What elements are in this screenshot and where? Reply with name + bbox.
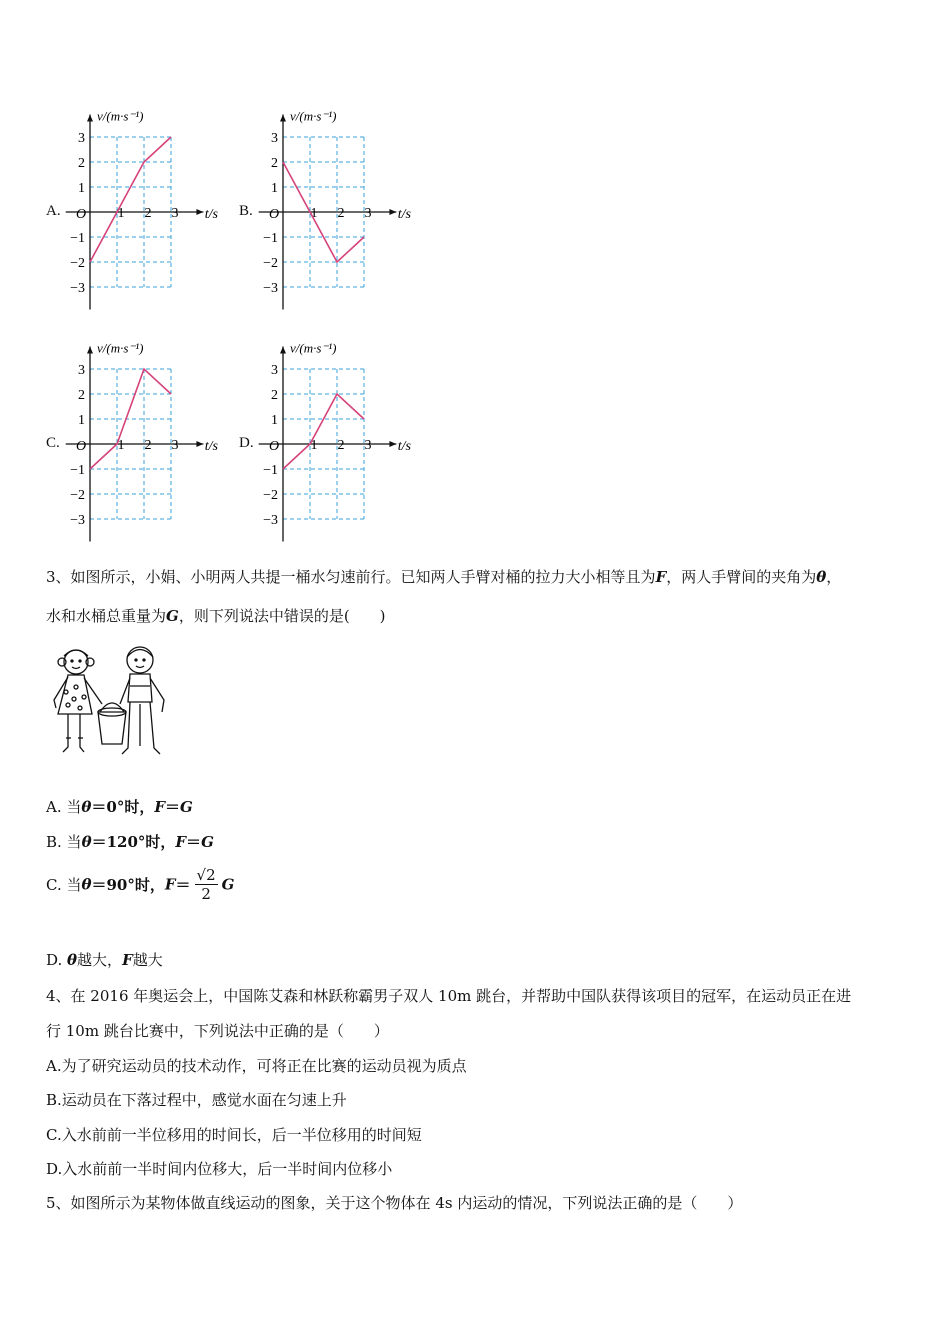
fraction-denominator: 2 <box>201 885 211 903</box>
x-axis-arrow <box>389 441 396 447</box>
y-tick-label: −1 <box>70 463 85 478</box>
option-text: C. 当 <box>46 876 82 894</box>
y-tick-label: −3 <box>70 281 85 296</box>
option-text: ＝ <box>164 798 180 816</box>
graph-option-a <box>62 98 242 318</box>
x-axis-arrow <box>196 441 203 447</box>
y-tick-label: 1 <box>78 181 85 196</box>
x-tick-label: 3 <box>364 438 372 453</box>
vt-graph <box>62 98 242 318</box>
option-text: D. <box>46 951 68 969</box>
graph-option-c <box>62 330 242 550</box>
x-tick-label: 2 <box>144 438 152 453</box>
y-tick-label: 3 <box>78 363 85 378</box>
y-axis-label: v/(m·s⁻¹) <box>97 108 144 124</box>
velocity-curve <box>90 137 171 262</box>
q4-option-d: D.入水前前一半时间内位移大，后一半时间内位移小 <box>46 1160 393 1178</box>
y-tick-label: 3 <box>78 131 85 146</box>
symbol-g: G <box>166 607 179 625</box>
y-tick-label: 2 <box>78 388 85 403</box>
symbol-f: F <box>655 568 667 586</box>
fraction-numerator: √2 <box>196 866 216 884</box>
symbol-theta: θ <box>81 875 92 894</box>
origin-label: O <box>269 207 280 222</box>
x-tick-label: 2 <box>144 206 152 221</box>
y-tick-label: 1 <box>78 413 85 428</box>
y-tick-label: −2 <box>263 488 278 503</box>
x-tick-label: 3 <box>364 206 372 221</box>
y-tick-label: −3 <box>263 281 278 296</box>
x-axis-label: t/s <box>204 439 218 454</box>
origin-label: O <box>76 207 87 222</box>
symbol-f: F <box>154 798 165 816</box>
x-tick-label: 3 <box>171 206 179 221</box>
y-axis-arrow <box>87 115 93 122</box>
y-axis-arrow <box>280 115 286 122</box>
q4-option-a: A.为了研究运动员的技术动作，可将正在比赛的运动员视为质点 <box>46 1057 467 1075</box>
origin-label: O <box>76 439 87 454</box>
q4-option-c: C.入水前前一半位移用的时间长，后一半位移用的时间短 <box>46 1126 422 1144</box>
option-text: ＝90°时， <box>91 876 165 894</box>
y-axis-label: v/(m·s⁻¹) <box>290 340 337 356</box>
y-tick-label: 2 <box>78 156 85 171</box>
vt-graph <box>255 330 435 550</box>
y-tick-label: −3 <box>263 513 278 528</box>
symbol-g: G <box>180 798 193 816</box>
velocity-curve <box>283 394 364 469</box>
option-text: ＝ <box>175 876 191 894</box>
y-tick-label: 2 <box>271 156 278 171</box>
x-tick-label: 3 <box>171 438 179 453</box>
y-axis-label: v/(m·s⁻¹) <box>97 340 144 356</box>
symbol-theta: θ <box>81 833 92 851</box>
x-axis-label: t/s <box>397 439 411 454</box>
x-tick-label: 1 <box>310 206 318 221</box>
q3-stem-line1 <box>46 566 841 587</box>
x-tick-label: 1 <box>310 438 318 453</box>
q5-stem-line1: 5、如图所示为某物体做直线运动的图象，关于这个物体在 4s 内运动的情况，下列说法正确的是（ ） <box>46 1194 743 1212</box>
x-axis-arrow <box>389 209 396 215</box>
origin-label: O <box>269 439 280 454</box>
y-tick-label: −1 <box>263 463 278 478</box>
option-text: 越大， <box>77 951 123 969</box>
option-text: ＝ <box>186 833 202 851</box>
y-axis-label: v/(m·s⁻¹) <box>290 108 337 124</box>
graph-option-b <box>255 98 435 318</box>
y-tick-label: −2 <box>263 256 278 271</box>
symbol-theta: θ <box>816 568 827 586</box>
y-tick-label: 3 <box>271 363 278 378</box>
q3-text: ， <box>826 568 842 586</box>
y-tick-label: −1 <box>263 231 278 246</box>
sqrt2-over-2-fraction <box>195 866 218 903</box>
symbol-g: G <box>221 875 235 894</box>
symbol-f: F <box>164 875 176 894</box>
y-tick-label: 3 <box>271 131 278 146</box>
velocity-curve <box>90 369 171 469</box>
y-tick-label: −3 <box>70 513 85 528</box>
q3-option-a <box>46 796 193 817</box>
x-axis-label: t/s <box>204 207 218 222</box>
q4-stem-line2: 行 10m 跳台比赛中，下列说法中正确的是（ ） <box>46 1022 389 1040</box>
y-tick-label: 2 <box>271 388 278 403</box>
y-tick-label: 1 <box>271 181 278 196</box>
x-axis-arrow <box>196 209 203 215</box>
graph-c-letter: C. <box>46 435 60 451</box>
graph-b-letter: B. <box>239 203 253 219</box>
y-axis-arrow <box>87 347 93 354</box>
vt-graph <box>62 330 242 550</box>
x-tick-label: 1 <box>117 206 125 221</box>
q3-text: ，两人手臂间的夹角为 <box>666 568 817 586</box>
x-axis-label: t/s <box>397 207 411 222</box>
symbol-g: G <box>201 833 214 851</box>
y-axis-arrow <box>280 347 286 354</box>
q3-option-d <box>46 949 163 970</box>
option-text: 越大 <box>132 951 163 969</box>
y-tick-label: −2 <box>70 256 85 271</box>
graph-d-letter: D. <box>239 435 254 451</box>
q3-text: 水和水桶总重量为 <box>46 607 167 625</box>
option-text: B. 当 <box>46 833 82 851</box>
q4-option-b: B.运动员在下落过程中，感觉水面在匀速上升 <box>46 1091 347 1109</box>
symbol-theta: θ <box>81 798 92 816</box>
y-tick-label: 1 <box>271 413 278 428</box>
y-tick-label: −1 <box>70 231 85 246</box>
option-text: A. 当 <box>46 798 82 816</box>
q3-text: ，则下列说法中错误的是( ) <box>178 607 386 625</box>
vt-graph <box>255 98 435 318</box>
symbol-theta: θ <box>67 951 78 969</box>
q3-option-c <box>46 866 234 903</box>
option-text: ＝120°时， <box>91 833 176 851</box>
q4-stem-line1: 4、在 2016 年奥运会上，中国陈艾森和林跃称霸男子双人 10m 跳台，并帮助中国队获得该项目的冠军，在运动员正在进 <box>46 987 852 1005</box>
q3-stem-line2 <box>46 605 386 626</box>
x-tick-label: 1 <box>117 438 125 453</box>
symbol-f: F <box>122 951 133 969</box>
q3-option-b <box>46 831 214 852</box>
graph-a-letter: A. <box>46 203 61 219</box>
symbol-f: F <box>175 833 187 851</box>
x-tick-label: 2 <box>337 206 345 221</box>
graph-option-d <box>255 330 435 550</box>
option-text: ＝0°时， <box>91 798 155 816</box>
x-tick-label: 2 <box>337 438 345 453</box>
q3-text: 3、如图所示，小娟、小明两人共提一桶水匀速前行。已知两人手臂对桶的拉力大小相等且为 <box>46 568 656 586</box>
kids-carrying-bucket-illustration <box>46 642 174 764</box>
y-tick-label: −2 <box>70 488 85 503</box>
